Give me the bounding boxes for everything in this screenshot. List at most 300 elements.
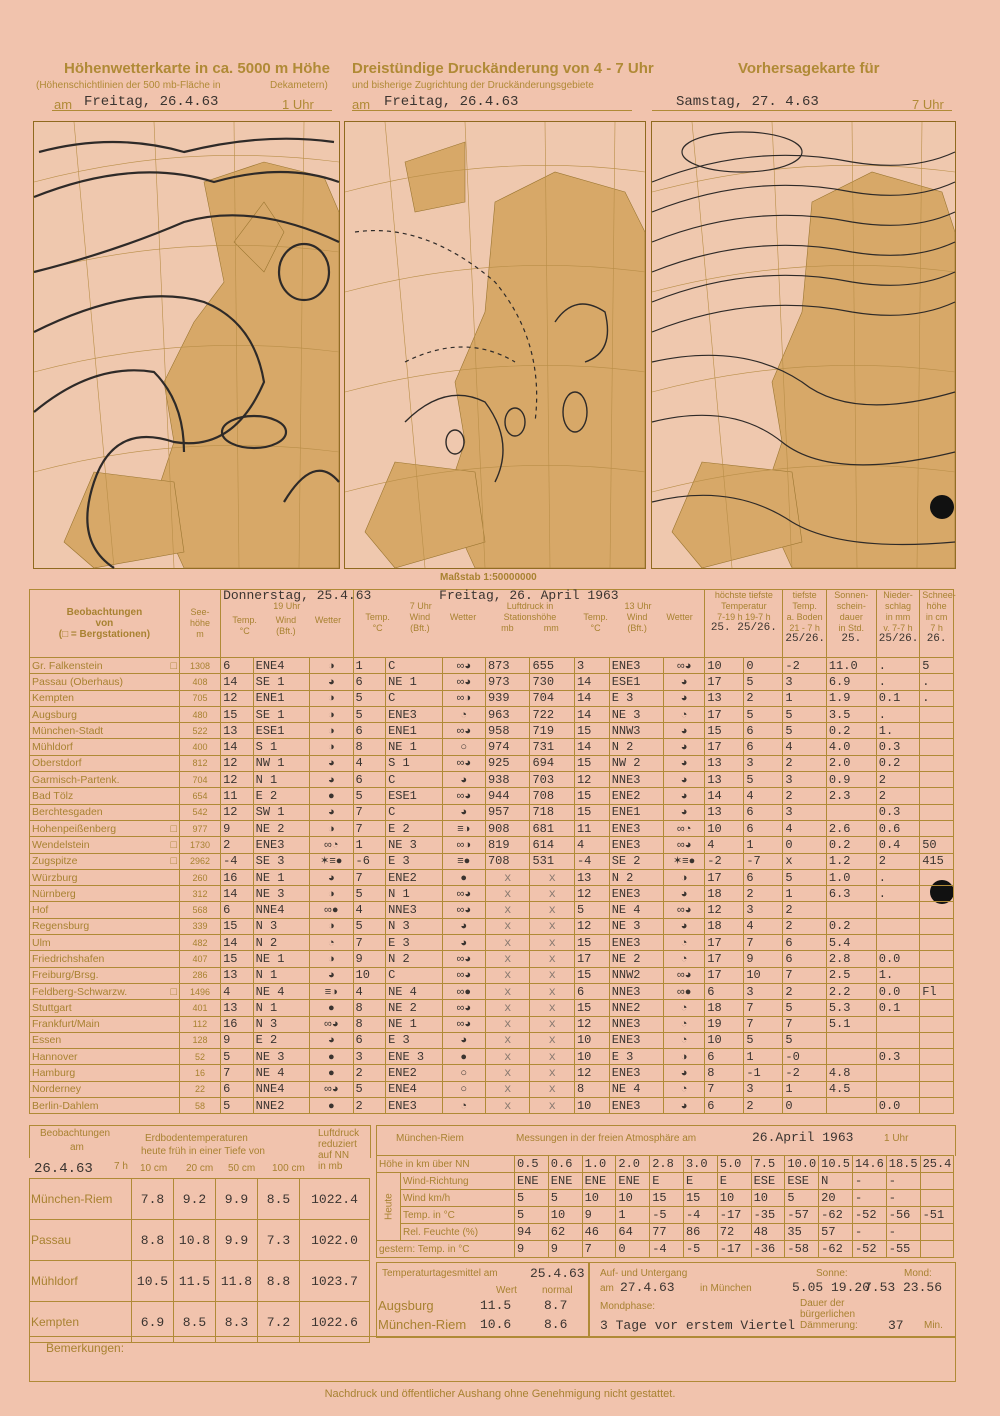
atmos-row	[377, 1173, 954, 1190]
cell-p1: 708	[485, 853, 530, 869]
cell-w3: ENE2	[609, 788, 663, 804]
station-name	[30, 869, 180, 885]
cell-sn	[920, 886, 954, 902]
cell-w3: E 3	[609, 1049, 663, 1065]
cell-p1: x	[485, 1000, 530, 1016]
atmos-yesterday-value: -36	[751, 1241, 785, 1258]
table-row	[30, 658, 954, 674]
atmos-height: 5.0	[717, 1156, 751, 1173]
cell-t3: 12	[574, 918, 609, 934]
sun-place: in München	[700, 1283, 752, 1294]
cell-tx: 15	[705, 723, 744, 739]
cell-tx: 13	[705, 690, 744, 706]
soil-value: 11.8	[216, 1261, 258, 1302]
cell-x2: ●	[442, 869, 485, 885]
cell-x1: ●	[310, 1049, 353, 1065]
map1-title: Höhenwetterkarte in ca. 5000 m Höhe	[64, 60, 330, 77]
cell-w1: SW 1	[253, 804, 309, 820]
cell-p1: x	[485, 935, 530, 951]
cell-h: 705	[179, 690, 220, 706]
cell-t3: 12	[574, 1065, 609, 1081]
cell-tb: 1	[783, 690, 826, 706]
soil-value: 8.8	[258, 1261, 300, 1302]
cell-x2: ◔	[442, 706, 485, 722]
atmos-value: 77	[650, 1224, 684, 1241]
cell-p2: x	[530, 918, 575, 934]
forecast-map	[651, 121, 956, 569]
cell-t3: 10	[574, 1098, 609, 1114]
cell-w2: N 1	[386, 886, 442, 902]
station-name	[30, 706, 180, 722]
station-label: Passau (Oberhaus)	[32, 675, 124, 688]
cell-x2: ∞◕	[442, 886, 485, 902]
upper-air-map	[33, 121, 340, 569]
cell-sn	[920, 1000, 954, 1016]
cell-x1: ◕	[310, 755, 353, 771]
sun-label: Auf- und Untergang	[600, 1268, 688, 1279]
atmos-value: ENE	[548, 1173, 582, 1190]
cell-sn: .	[920, 674, 954, 690]
cell-t3: 15	[574, 935, 609, 951]
cell-w3: SE 2	[609, 853, 663, 869]
cell-s: 2.6	[826, 820, 876, 836]
cell-p2: 703	[530, 772, 575, 788]
cell-s: 5.3	[826, 1000, 876, 1016]
cell-w2: E 3	[386, 935, 442, 951]
atmos-yesterday-value: -58	[785, 1241, 819, 1258]
cell-x2: ◕	[442, 772, 485, 788]
map2-title: Dreistündige Druckänderung von 4 - 7 Uhr	[352, 60, 654, 77]
cell-w2: ENE4	[386, 1081, 442, 1097]
station-name	[30, 1081, 180, 1097]
station-label: Freiburg/Brsg.	[32, 969, 99, 982]
station-label: Norderney	[32, 1083, 82, 1096]
cell-tx: 10	[705, 658, 744, 674]
atmos-value: 35	[785, 1224, 819, 1241]
atmos-date: 26.April 1963	[752, 1130, 854, 1145]
atmos-value: ESE	[751, 1173, 785, 1190]
cell-t3: 10	[574, 1049, 609, 1065]
cell-w3: NW 2	[609, 755, 663, 771]
cell-x1: ◕	[310, 869, 353, 885]
cell-w1: NE 3	[253, 886, 309, 902]
precip-header: Nieder- schlag in mm v. 7-7 h 25/26.	[876, 590, 919, 658]
day2-header: Freitag, 26. April 1963 7 Uhr Temp. °C Wind (Bft.) Wetter Luftdruck in Stationshöhe mb mm 13 Uhr Temp. °C Wind (Bft.) Wetter	[353, 590, 705, 658]
soil-table	[29, 1178, 370, 1343]
cell-s: 2.2	[826, 983, 876, 999]
cell-tx: 17	[705, 706, 744, 722]
soil-value: 11.5	[174, 1261, 216, 1302]
cell-tn: 6	[744, 739, 783, 755]
soil-station: München-Riem	[30, 1179, 132, 1220]
cell-t2: 5	[353, 706, 386, 722]
cell-p1: x	[485, 902, 530, 918]
station-name	[30, 1049, 180, 1065]
cell-t1: 9	[221, 820, 254, 836]
cell-x1: ◑	[310, 723, 353, 739]
cell-t2: 5	[353, 788, 386, 804]
temp-mean-nm: 8.6	[544, 1317, 568, 1332]
table-row	[30, 739, 954, 755]
atmos-value: -	[852, 1190, 886, 1207]
cell-sn	[920, 1065, 954, 1081]
station-label: Stuttgart	[32, 1001, 72, 1014]
cell-t3: 6	[574, 983, 609, 999]
cell-sn	[920, 804, 954, 820]
cell-x1: ◑	[310, 739, 353, 755]
table-row	[30, 690, 954, 706]
cell-p1: x	[485, 886, 530, 902]
cell-t1: 12	[221, 690, 254, 706]
cell-sn	[920, 820, 954, 836]
atmos-value: E	[717, 1173, 751, 1190]
station-label: Bad Tölz	[32, 790, 74, 803]
cell-p2: 694	[530, 755, 575, 771]
cell-x1: ≡◑	[310, 983, 353, 999]
atmos-yesterday-value: -52	[852, 1241, 886, 1258]
cell-w2: NE 1	[386, 739, 442, 755]
atmos-value: -	[886, 1173, 920, 1190]
cell-w1: NE 4	[253, 983, 309, 999]
cell-tb: 6	[783, 951, 826, 967]
cell-tx: 6	[705, 983, 744, 999]
cell-tx: 4	[705, 837, 744, 853]
map2-am: am	[352, 97, 371, 112]
cell-x3: ∞●	[663, 983, 704, 999]
cell-t3: 15	[574, 723, 609, 739]
table-row	[30, 951, 954, 967]
cell-t1: 14	[221, 935, 254, 951]
cell-s: 0.2	[826, 723, 876, 739]
cell-t2: 4	[353, 902, 386, 918]
cell-w1: E 2	[253, 1032, 309, 1048]
station-label: Augsburg	[32, 708, 77, 721]
cell-t1: 14	[221, 739, 254, 755]
cell-p2: x	[530, 886, 575, 902]
cell-tn: 6	[744, 804, 783, 820]
cell-t3: 17	[574, 951, 609, 967]
cell-r: 0.3	[876, 739, 919, 755]
cell-p1: x	[485, 918, 530, 934]
atmos-value: 5	[515, 1190, 549, 1207]
map1-date: Freitag, 26.4.63	[84, 94, 219, 110]
table-row	[30, 967, 954, 983]
cell-s	[826, 1049, 876, 1065]
cell-x2: ∞◕	[442, 967, 485, 983]
cell-tx: 13	[705, 804, 744, 820]
cell-p1: 944	[485, 788, 530, 804]
cell-x1: ◑	[310, 658, 353, 674]
moonphase-value: 3 Tage vor erstem Viertel	[600, 1318, 796, 1333]
moon-times: 7.53 23.56	[864, 1280, 943, 1295]
cell-w3: ENE3	[609, 886, 663, 902]
cell-w3: ENE3	[609, 1032, 663, 1048]
cell-tn: 9	[744, 951, 783, 967]
station-label: Regensburg	[32, 920, 90, 933]
atmos-value: 10	[751, 1190, 785, 1207]
cell-x3: ∞◕	[663, 967, 704, 983]
cell-w2: ENE2	[386, 869, 442, 885]
cell-t3: 12	[574, 886, 609, 902]
station-label: Hannover	[32, 1050, 78, 1063]
station-name	[30, 1032, 180, 1048]
atmos-value: -35	[751, 1207, 785, 1224]
sun-date: 27.4.63	[620, 1280, 675, 1295]
cell-t3: 15	[574, 788, 609, 804]
footer-note: Nachdruck und öffentlicher Aushang ohne Genehmigung nicht gestattet.	[324, 1388, 676, 1400]
cell-tn: 5	[744, 1032, 783, 1048]
table-row	[30, 1049, 954, 1065]
cell-s: 4.5	[826, 1081, 876, 1097]
atmos-value: ENE	[582, 1173, 616, 1190]
cell-h: 654	[179, 788, 220, 804]
cell-x2: ∞◕	[442, 1016, 485, 1032]
cell-x3: ∞◕	[663, 658, 704, 674]
cell-tx: 17	[705, 739, 744, 755]
cell-x3: ◔	[663, 1081, 704, 1097]
cell-h: 52	[179, 1049, 220, 1065]
cell-x1: ◕	[310, 772, 353, 788]
station-label: Hohenpeißenberg	[32, 822, 117, 835]
cell-h: 339	[179, 918, 220, 934]
atmos-value: 15	[650, 1190, 684, 1207]
map3-title: Vorhersagekarte für	[738, 60, 880, 77]
cell-tn: 2	[744, 886, 783, 902]
atmos-value: -	[886, 1224, 920, 1241]
ground-temp-header: tiefste Temp. a. Boden 21 - 7 h 25/26.	[783, 590, 826, 658]
cell-p2: x	[530, 967, 575, 983]
cell-w1: NNE4	[253, 902, 309, 918]
table-row	[30, 755, 954, 771]
cell-tb: 5	[783, 869, 826, 885]
cell-sn	[920, 967, 954, 983]
moonphase-label: Mondphase:	[600, 1301, 656, 1312]
cell-w2: NE 3	[386, 837, 442, 853]
cell-x3: ◕	[663, 918, 704, 934]
table-row	[30, 1098, 954, 1114]
station-label: Friedrichshafen	[32, 952, 105, 965]
cell-t1: 7	[221, 1065, 254, 1081]
soil-value: 1022.0	[300, 1220, 370, 1261]
station-name	[30, 902, 180, 918]
atmos-yesterday-value: -62	[819, 1241, 853, 1258]
cell-s: 1.9	[826, 690, 876, 706]
cell-r	[876, 935, 919, 951]
cell-tb: 6	[783, 935, 826, 951]
cell-w3: NNE3	[609, 1016, 663, 1032]
cell-p1: x	[485, 983, 530, 999]
atmos-side-label: Heute	[377, 1173, 401, 1241]
atmos-height: 25.4	[920, 1156, 954, 1173]
twilight-label: Dauer der bürgerlichen Dämmerung:	[800, 1298, 858, 1331]
cell-s: 2.5	[826, 967, 876, 983]
cell-tb: 5	[783, 1000, 826, 1016]
station-label: Feldberg-Schwarzw.	[32, 985, 128, 998]
cell-x2: ∞◕	[442, 723, 485, 739]
cell-r: 0.1	[876, 690, 919, 706]
cell-h: 16	[179, 1065, 220, 1081]
cell-x1: ◕	[310, 804, 353, 820]
cell-r: 1.	[876, 723, 919, 739]
atmos-value: 62	[548, 1224, 582, 1241]
atmos-yesterday-value: -17	[717, 1241, 751, 1258]
soil-row	[30, 1261, 370, 1302]
remarks-box	[29, 1336, 956, 1382]
station-label: Nürnberg	[32, 887, 76, 900]
map-scale: Maßstab 1:50000000	[440, 572, 537, 583]
cell-h: 407	[179, 951, 220, 967]
cell-sn	[920, 723, 954, 739]
cell-x3: ◕	[663, 804, 704, 820]
soil-depth-label: 100 cm	[272, 1163, 305, 1174]
cell-t3: 14	[574, 674, 609, 690]
cell-tb: 0	[783, 837, 826, 853]
atmos-value: -5	[650, 1207, 684, 1224]
soil-row	[30, 1179, 370, 1220]
table-row	[30, 1065, 954, 1081]
temp-mean-normal: normal	[542, 1285, 573, 1296]
soil-title: Beobachtungen	[40, 1128, 111, 1139]
cell-x3: ◔	[663, 1032, 704, 1048]
atmos-heights-row	[377, 1156, 954, 1173]
cell-tn: 4	[744, 918, 783, 934]
cell-t1: 15	[221, 951, 254, 967]
cell-x3: ◕	[663, 886, 704, 902]
soil-title-am: am	[70, 1142, 84, 1153]
cell-w1: N 1	[253, 1000, 309, 1016]
cell-h: 408	[179, 674, 220, 690]
cell-sn	[920, 1098, 954, 1114]
atmos-height: 3.0	[683, 1156, 717, 1173]
cell-s: 5.1	[826, 1016, 876, 1032]
table-row	[30, 1000, 954, 1016]
cell-w1: N 3	[253, 918, 309, 934]
cell-h: 58	[179, 1098, 220, 1114]
atmos-value: 10	[582, 1190, 616, 1207]
cell-t3: 15	[574, 1000, 609, 1016]
cell-x3: ✶≡●	[663, 853, 704, 869]
cell-h: 542	[179, 804, 220, 820]
soil-value: 10.8	[174, 1220, 216, 1261]
cell-sn	[920, 935, 954, 951]
cell-tx: 7	[705, 1081, 744, 1097]
cell-x2: ∞◕	[442, 902, 485, 918]
cell-t1: 2	[221, 837, 254, 853]
cell-s: 1.0	[826, 869, 876, 885]
cell-p2: 704	[530, 690, 575, 706]
soil-station: Mühldorf	[30, 1261, 132, 1302]
soil-depth-label: 10 cm	[140, 1163, 168, 1174]
station-name	[30, 853, 180, 869]
station-name	[30, 658, 180, 674]
station-label: Oberstdorf	[32, 757, 82, 770]
cell-t3: 13	[574, 869, 609, 885]
cell-x1: ●	[310, 1000, 353, 1016]
cell-t1: 12	[221, 755, 254, 771]
height-header: See- höhe m	[179, 590, 220, 658]
cell-h: 482	[179, 935, 220, 951]
cell-w2: NE 1	[386, 674, 442, 690]
atmos-row-label: Rel. Feuchte (%)	[401, 1224, 515, 1241]
cell-sn: 415	[920, 853, 954, 869]
cell-r: 2	[876, 853, 919, 869]
cell-r: 0.0	[876, 951, 919, 967]
station-label: Frankfurt/Main	[32, 1018, 100, 1031]
atmos-value: 5	[515, 1207, 549, 1224]
atmos-value: -56	[886, 1207, 920, 1224]
cell-t3: 15	[574, 967, 609, 983]
atmos-row	[377, 1190, 954, 1207]
cell-p1: x	[485, 1098, 530, 1114]
atmos-height: 2.8	[650, 1156, 684, 1173]
atmos-yesterday-value: 7	[582, 1241, 616, 1258]
station-name	[30, 886, 180, 902]
cell-tx: 13	[705, 772, 744, 788]
cell-p1: 925	[485, 755, 530, 771]
station-label: Mühldorf	[32, 741, 73, 754]
cell-s: 1.2	[826, 853, 876, 869]
cell-tx: 12	[705, 902, 744, 918]
cell-x1: ◑	[310, 690, 353, 706]
day1-header: Donnerstag, 25.4.63 19 Uhr Temp. °C Wind (Bft.) Wetter	[221, 590, 353, 658]
cell-x2: ∞◕	[442, 755, 485, 771]
atmos-row	[377, 1207, 954, 1224]
cell-x1: ✶≡●	[310, 853, 353, 869]
cell-p2: 614	[530, 837, 575, 853]
cell-w2: E 3	[386, 1032, 442, 1048]
cell-tn: 2	[744, 690, 783, 706]
cell-p2: x	[530, 951, 575, 967]
cell-x2: ●	[442, 1049, 485, 1065]
temp-mean-nm: 8.7	[544, 1298, 568, 1313]
cell-w2: NE 1	[386, 1016, 442, 1032]
station-name	[30, 983, 180, 999]
atmos-value: 57	[819, 1224, 853, 1241]
cell-t2: 8	[353, 1016, 386, 1032]
cell-w3: ESE1	[609, 674, 663, 690]
pressure-change-map	[344, 121, 646, 569]
cell-s: 0.2	[826, 837, 876, 853]
cell-x3: ∞◕	[663, 837, 704, 853]
cell-w1: SE 1	[253, 674, 309, 690]
table-row	[30, 869, 954, 885]
soil-value: 1022.6	[300, 1302, 370, 1343]
soil-time: 7 h	[114, 1161, 128, 1172]
cell-p1: 939	[485, 690, 530, 706]
soil-value: 7.2	[258, 1302, 300, 1343]
cell-r: .	[876, 886, 919, 902]
cell-w3: ENE3	[609, 658, 663, 674]
cell-t2: 5	[353, 918, 386, 934]
cell-t2: 3	[353, 1049, 386, 1065]
cell-x3: ◑	[663, 1049, 704, 1065]
sun-am: am	[600, 1283, 614, 1294]
cell-p1: 963	[485, 706, 530, 722]
cell-sn	[920, 918, 954, 934]
cell-s	[826, 1032, 876, 1048]
atmos-value	[920, 1173, 954, 1190]
cell-sn: Fl	[920, 983, 954, 999]
cell-x1: ●	[310, 1065, 353, 1081]
cell-w1: NE 4	[253, 1065, 309, 1081]
cell-sn	[920, 739, 954, 755]
station-name	[30, 1000, 180, 1016]
atmos-height-label: Höhe in km über NN	[377, 1156, 515, 1173]
cell-x1: ∞◕	[310, 1016, 353, 1032]
cell-w2: ENE3	[386, 706, 442, 722]
cell-w3: NNW3	[609, 723, 663, 739]
station-name	[30, 820, 180, 836]
